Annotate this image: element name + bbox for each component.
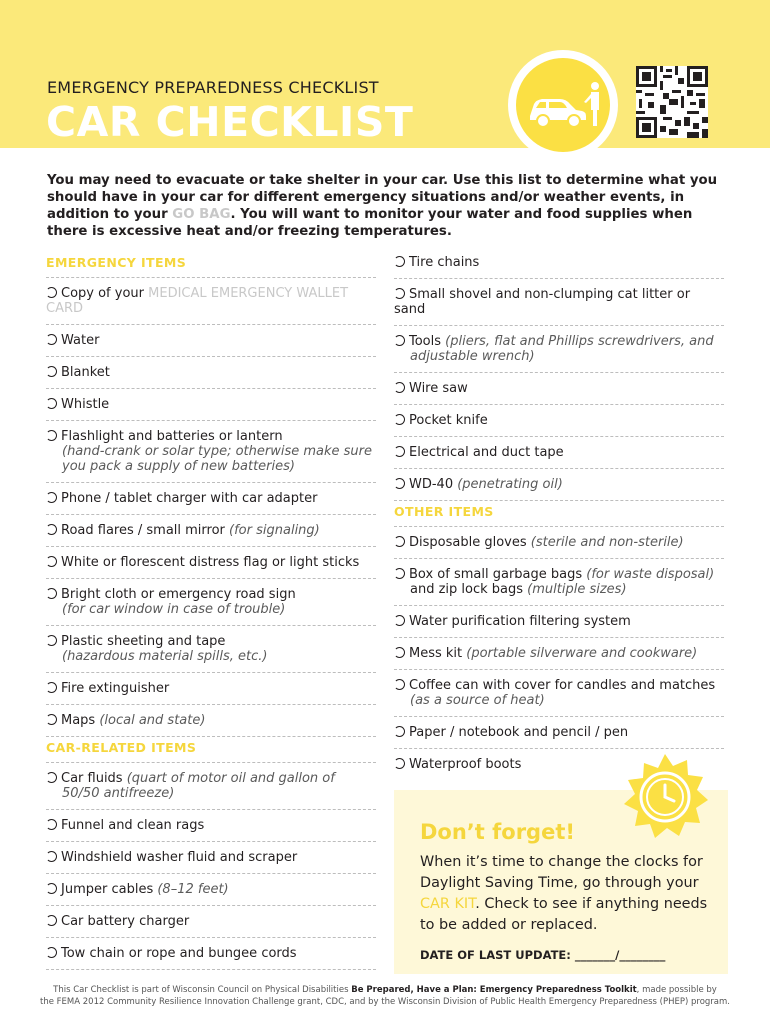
checkbox-circle-icon[interactable] (46, 334, 57, 345)
list-item[interactable]: Pocket knife (394, 405, 724, 437)
checkbox-circle-icon[interactable] (394, 256, 405, 267)
other-items-heading: OTHER ITEMS (394, 501, 724, 527)
list-item[interactable]: Funnel and clean rags (46, 810, 376, 842)
list-item[interactable]: Car battery charger (46, 906, 376, 938)
checkbox-circle-icon[interactable] (394, 615, 405, 626)
list-item[interactable]: Coffee can with cover for candles and matches (as a source of heat) (394, 670, 724, 717)
list-item[interactable]: Road flares / small mirror (for signaling) (46, 515, 376, 547)
checkbox-circle-icon[interactable] (394, 382, 405, 393)
list-item[interactable]: Water (46, 325, 376, 357)
checkbox-circle-icon[interactable] (46, 851, 57, 862)
checkbox-circle-icon[interactable] (46, 556, 57, 567)
list-item[interactable]: Box of small garbage bags (for waste disposal) and zip lock bags (multiple sizes) (394, 559, 724, 606)
checkbox-circle-icon[interactable] (394, 478, 405, 489)
list-item[interactable]: Electrical and duct tape (394, 437, 724, 469)
intro-paragraph: You may need to evacuate or take shelter in your car. Use this list to determine what you should have in your car for different emergency situations and/or weather events, in addition to your GO BAG. You will want to monitor your water and food supplies when there is excessive heat and/or freezing temperatures. (47, 173, 718, 239)
checkbox-circle-icon[interactable] (394, 726, 405, 737)
checkbox-circle-icon[interactable] (394, 536, 405, 547)
checkbox-circle-icon[interactable] (46, 819, 57, 830)
checkbox-circle-icon[interactable] (46, 524, 57, 535)
checkbox-circle-icon[interactable] (46, 772, 57, 783)
reminder-title: Don’t forget! (420, 820, 575, 844)
list-item[interactable]: Bright cloth or emergency road sign (for car window in case of trouble) (46, 579, 376, 626)
checkbox-circle-icon[interactable] (394, 647, 405, 658)
checkbox-circle-icon[interactable] (46, 635, 57, 646)
checkbox-circle-icon[interactable] (46, 588, 57, 599)
checkbox-circle-icon[interactable] (46, 366, 57, 377)
list-item[interactable]: Windshield washer fluid and scraper (46, 842, 376, 874)
list-item[interactable]: Paper / notebook and pencil / pen (394, 717, 724, 749)
list-item[interactable]: Phone / tablet charger with car adapter (46, 483, 376, 515)
car-related-heading: CAR-RELATED ITEMS (46, 737, 376, 763)
list-item[interactable]: White or florescent distress flag or light sticks (46, 547, 376, 579)
list-item[interactable]: Disposable gloves (sterile and non-sterile) (394, 527, 724, 559)
list-item[interactable]: Copy of your MEDICAL EMERGENCY WALLET CARD (46, 278, 376, 325)
car-person-icon (508, 50, 618, 160)
checkbox-circle-icon[interactable] (46, 430, 57, 441)
left-column (46, 252, 376, 970)
checkbox-circle-icon[interactable] (46, 287, 57, 298)
reminder-text: When it’s time to change the clocks for Daylight Saving Time, go through your CAR KIT. Check to see if anything needs to be added or replaced. (420, 854, 708, 933)
list-item[interactable]: Waterproof boots (394, 749, 724, 780)
emergency-items-heading: EMERGENCY ITEMS (46, 252, 376, 278)
medical-card-link[interactable]: MEDICAL EMERGENCY WALLET CARD (46, 286, 349, 316)
list-item[interactable]: Jumper cables (8–12 feet) (46, 874, 376, 906)
checkbox-circle-icon[interactable] (394, 335, 405, 346)
list-item[interactable]: Tire chains (394, 252, 724, 279)
checkbox-circle-icon[interactable] (394, 414, 405, 425)
list-item[interactable]: WD-40 (penetrating oil) (394, 469, 724, 501)
checkbox-circle-icon[interactable] (46, 398, 57, 409)
eyebrow-title: EMERGENCY PREPAREDNESS CHECKLIST (47, 78, 379, 97)
checkbox-circle-icon[interactable] (394, 446, 405, 457)
checkbox-circle-icon[interactable] (46, 714, 57, 725)
checkbox-circle-icon[interactable] (46, 682, 57, 693)
checkbox-circle-icon[interactable] (46, 947, 57, 958)
list-item[interactable]: Wire saw (394, 373, 724, 405)
footer-credit: This Car Checklist is part of Wisconsin Council on Physical Disabilities Be Prepared, Have a Plan: Emergency Preparedness Toolkit, made possible by the FEMA 2012 Community Resilience Innovation Challenge grant, CDC, and by the Wisconsin Division of Public Health Emergency Preparedness (PHEP) program. (40, 985, 730, 1007)
right-column (394, 252, 724, 780)
checkbox-circle-icon[interactable] (394, 568, 405, 579)
checkbox-circle-icon[interactable] (394, 758, 405, 769)
checkbox-circle-icon[interactable] (46, 492, 57, 503)
list-item[interactable]: Plastic sheeting and tape (hazardous material spills, etc.) (46, 626, 376, 673)
page-title: CAR CHECKLIST (46, 98, 414, 146)
list-item[interactable]: Fire extinguisher (46, 673, 376, 705)
checkbox-circle-icon[interactable] (46, 883, 57, 894)
checkbox-circle-icon[interactable] (394, 288, 405, 299)
clock-sun-icon (620, 752, 710, 842)
list-item[interactable]: Mess kit (portable silverware and cookware) (394, 638, 724, 670)
list-item[interactable]: Flashlight and batteries or lantern (hand-crank or solar type; otherwise make sure you pack a supply of new batteries) (46, 421, 376, 483)
list-item[interactable]: Small shovel and non-clumping cat litter or sand (394, 279, 724, 326)
checkbox-circle-icon[interactable] (394, 679, 405, 690)
checkbox-circle-icon[interactable] (46, 915, 57, 926)
list-item[interactable]: Tools (pliers, flat and Phillips screwdrivers, and adjustable wrench) (394, 326, 724, 373)
list-item[interactable]: Car fluids (quart of motor oil and gallon of 50/50 antifreeze) (46, 763, 376, 810)
qr-code-icon[interactable] (636, 66, 708, 138)
list-item[interactable]: Tow chain or rope and bungee cords (46, 938, 376, 970)
list-item[interactable]: Whistle (46, 389, 376, 421)
go-bag-link[interactable]: GO BAG (172, 207, 231, 222)
list-item[interactable]: Water purification filtering system (394, 606, 724, 638)
list-item[interactable]: Blanket (46, 357, 376, 389)
list-item[interactable]: Maps (local and state) (46, 705, 376, 737)
car-kit-link[interactable]: CAR KIT (420, 896, 476, 912)
date-of-last-update[interactable]: DATE OF LAST UPDATE: _______/________ (420, 948, 666, 962)
